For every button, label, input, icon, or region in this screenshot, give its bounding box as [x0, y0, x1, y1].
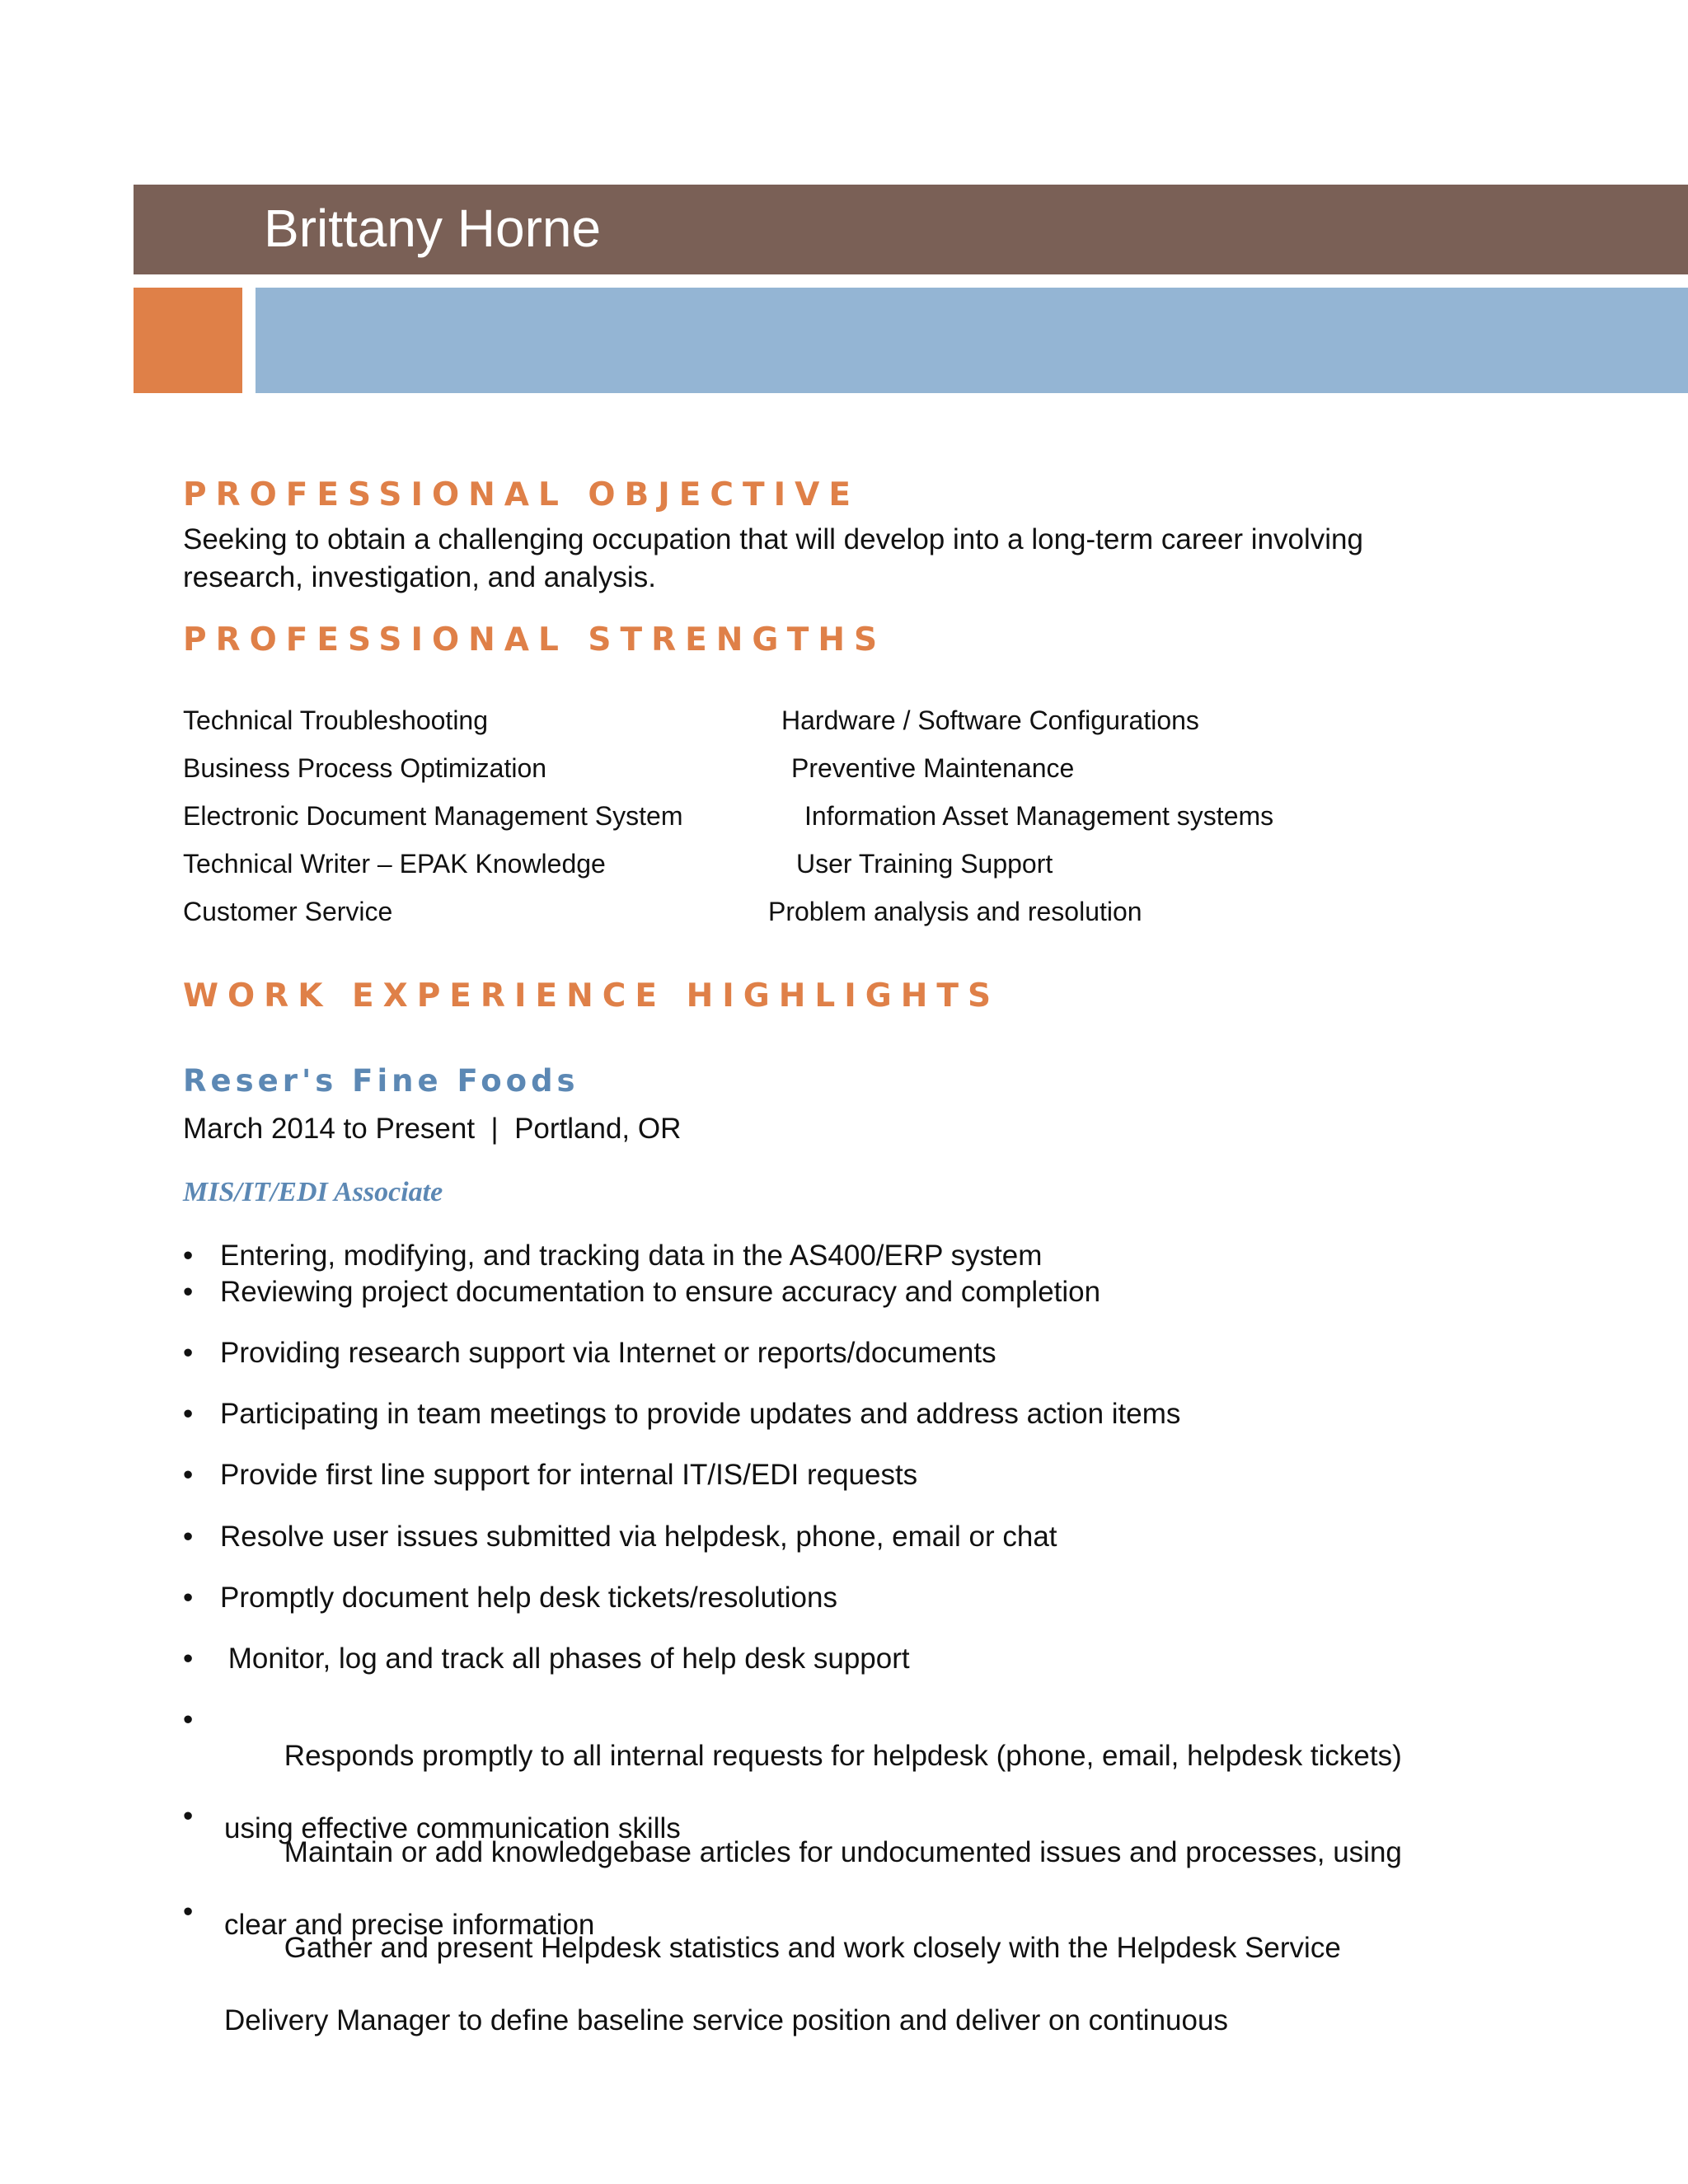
list-item-text-continued: using effective communication skills	[224, 1812, 681, 1844]
bullet-icon: •	[183, 1643, 194, 1675]
list-item-text: Monitor, log and track all phases of help desk support	[220, 1643, 910, 1675]
job-dates-location: March 2014 to Present | Portland, OR	[183, 1113, 682, 1145]
bullet-icon: •	[183, 1459, 194, 1491]
list-item	[183, 1641, 1485, 1677]
list-item	[183, 1238, 1485, 1274]
list-item-text: Resolve user issues submitted via helpdesk, phone, email or chat	[220, 1521, 1057, 1553]
bullet-icon: •	[183, 1896, 194, 1928]
list-item	[183, 1396, 1485, 1432]
list-item-text: Provide first line support for internal IT/IS/EDI requests	[220, 1459, 918, 1491]
list-item	[183, 1894, 1485, 2111]
bullet-icon: •	[183, 1276, 194, 1308]
list-item-text: Reviewing project documentation to ensure accuracy and completion	[220, 1276, 1101, 1308]
bullet-icon: •	[183, 1800, 194, 1832]
strength-item: Hardware / Software Configurations	[781, 705, 1199, 735]
strength-item: Technical Writer – EPAK Knowledge	[183, 849, 606, 879]
bullet-icon: •	[183, 1337, 194, 1369]
objective-heading: PROFESSIONAL OBJECTIVE	[183, 476, 860, 513]
strength-item: User Training Support	[796, 849, 1053, 879]
list-item	[183, 1274, 1485, 1310]
experience-heading: WORK EXPERIENCE HIGHLIGHTS	[183, 977, 1001, 1015]
strength-item: Electronic Document Management System	[183, 801, 683, 831]
strengths-heading: PROFESSIONAL STRENGTHS	[183, 621, 887, 658]
objective-text: Seeking to obtain a challenging occupation that will develop into a long-term career involving research, investigation, and analysis.	[183, 523, 1363, 593]
company-name: Reser's Fine Foods	[183, 1063, 579, 1099]
list-item	[183, 1519, 1485, 1555]
list-item-text-continued: Delivery Manager to define baseline service position and deliver on continuous	[224, 2004, 1228, 2036]
list-item-text: Maintain or add knowledgebase articles for undocumented issues and processes, using	[284, 1836, 1402, 1868]
list-item	[183, 1335, 1485, 1371]
strength-item: Business Process Optimization	[183, 753, 547, 783]
strength-item: Technical Troubleshooting	[183, 705, 489, 735]
list-item-text: Gather and present Helpdesk statistics and work closely with the Helpdesk Service	[284, 1932, 1341, 1964]
bullet-icon: •	[183, 1398, 194, 1430]
strength-item: Preventive Maintenance	[791, 753, 1075, 783]
list-item	[183, 1457, 1485, 1493]
name-banner	[134, 185, 1688, 274]
bullet-icon: •	[183, 1704, 194, 1736]
strength-item: Problem analysis and resolution	[768, 897, 1142, 926]
orange-accent-block	[134, 288, 242, 393]
list-item	[183, 1580, 1485, 1616]
list-item-text: Promptly document help desk tickets/resolutions	[220, 1582, 837, 1614]
blue-accent-band	[256, 288, 1688, 393]
bullet-icon: •	[183, 1240, 194, 1272]
list-item-text-continued: clear and precise information	[224, 1909, 595, 1941]
candidate-name: Brittany Horne	[264, 199, 602, 258]
list-item-text: Participating in team meetings to provide updates and address action items	[220, 1398, 1181, 1430]
job-title: MIS/IT/EDI Associate	[183, 1177, 443, 1207]
list-item-text: Entering, modifying, and tracking data in the AS400/ERP system	[220, 1240, 1043, 1272]
bullet-icon: •	[183, 1582, 194, 1614]
list-item-text: Providing research support via Internet or reports/documents	[220, 1337, 996, 1369]
strength-item: Customer Service	[183, 897, 393, 926]
list-item-text: Responds promptly to all internal requests for helpdesk (phone, email, helpdesk tickets)	[284, 1740, 1402, 1772]
strength-item: Information Asset Management systems	[804, 801, 1274, 831]
bullet-icon: •	[183, 1521, 194, 1553]
